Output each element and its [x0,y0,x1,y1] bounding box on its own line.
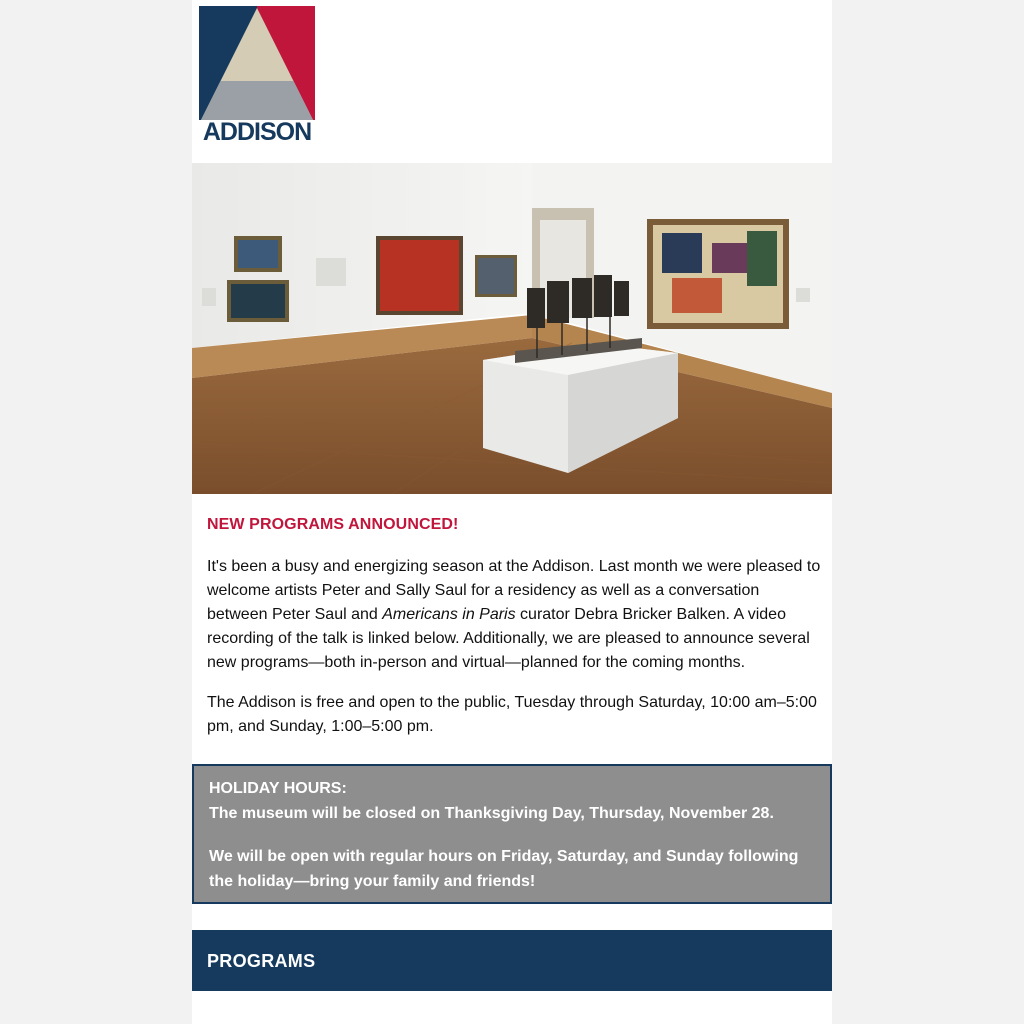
email-container [192,0,832,1024]
holiday-hours-box [192,764,832,904]
programs-title: PROGRAMS [207,951,316,971]
holiday-open-notice: We will be open with regular hours on Friday, Saturday, and Sunday following the holiday—bring your family and friends! [209,848,799,890]
announcement-headline: NEW PROGRAMS ANNOUNCED! [207,516,459,533]
exhibition-title: Americans in Paris [382,606,516,623]
holiday-closed-notice: The museum will be closed on Thanksgiving Day, Thursday, November 28. [209,805,774,822]
addison-logo[interactable] [199,6,315,142]
hours-paragraph: The Addison is free and open to the public, Tuesday through Saturday, 10:00 am–5:00 pm, and Sunday, 1:00–5:00 pm. [207,694,817,735]
gallery-photo [192,163,832,494]
svg-text:ADDISON: ADDISON [202,118,312,142]
announcement-paragraph: It's been a busy and energizing season at the Addison. Last month we were pleased to welcome artists Peter and Sally Saul for a residency as well as a conversation between Peter Saul and Americans in Paris curator Debra Bricker Balken. A video recording of the talk is linked below. Additionally, we are pleased to announce several new programs—both in-person and virtual—planned for the coming months. [207,558,821,671]
programs-section-header [192,930,832,991]
holiday-hours-title: HOLIDAY HOURS: [209,780,347,797]
